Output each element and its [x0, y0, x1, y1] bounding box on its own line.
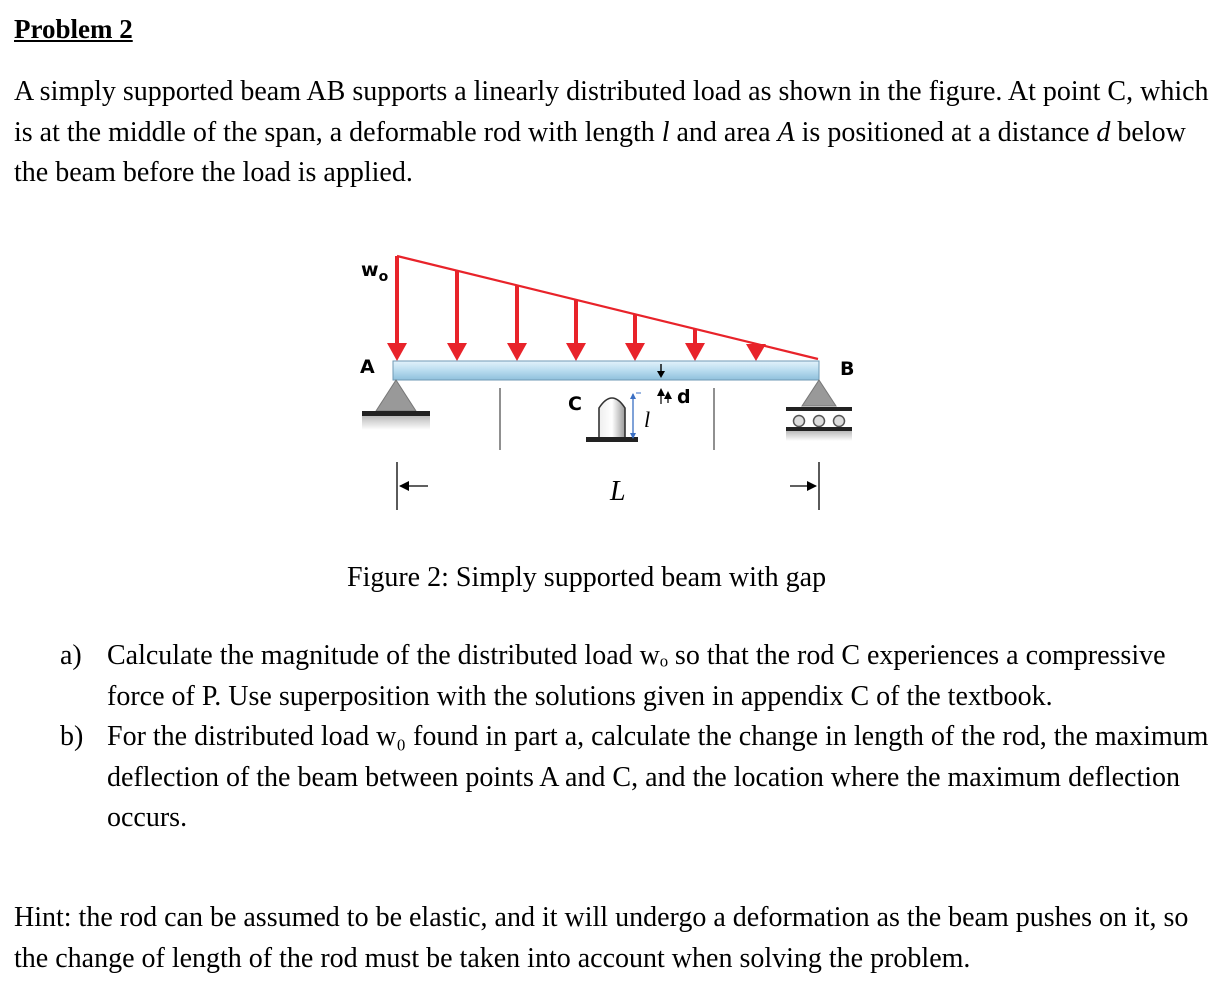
rod-c [586, 398, 638, 442]
label-w0: $w_o$ [361, 259, 389, 285]
intro-part-3: is positioned at a distance [794, 116, 1097, 148]
intro-part-1: A simply supported beam AB supports a linearly distributed load as shown in the figure. At point C, which is at the middle of the span, a deformable rod with length [14, 76, 1209, 148]
label-b: B [840, 358, 855, 380]
var-d: d [1096, 116, 1111, 148]
label-a: A [360, 356, 375, 378]
label-span-l: L [610, 476, 626, 507]
beam-ab [393, 361, 819, 380]
label-d: d [677, 386, 691, 408]
figure-caption: Figure 2: Simply supported beam with gap [347, 562, 827, 593]
roller-support-b [786, 380, 852, 441]
question-text: For the distributed load w₀ found in part a, calculate the change in length of the rod, the maximum deflection of the beam between points A and C, and the location where the maximum deflection occurs. [107, 721, 1209, 833]
var-A: A [777, 116, 795, 148]
load-arrows [387, 256, 766, 361]
question-list [60, 636, 1210, 839]
question-label: b) [60, 721, 84, 752]
problem-heading: Problem 2 [14, 14, 133, 44]
intro-part-4: below the beam before the load is applied. [14, 116, 1186, 188]
question-text: Calculate the magnitude of the distributed load wₒ so that the rod C experiences a compressive force of P. Use superposition with the solutions given in appendix C of the textbook. [107, 640, 1166, 712]
intro-part-2: and area [669, 116, 778, 148]
hint-text: Hint: the rod can be assumed to be elastic, and it will undergo a deformation as the beam pushes on it, so the change of length of the rod must be taken into account when solving the problem. [14, 902, 1189, 974]
pin-support-a [362, 380, 430, 430]
question-a [60, 636, 1210, 717]
var-l: l [661, 116, 670, 148]
question-label: a) [60, 640, 82, 671]
label-l: l [644, 407, 651, 432]
label-c: C [568, 393, 582, 415]
question-b [60, 717, 1210, 839]
